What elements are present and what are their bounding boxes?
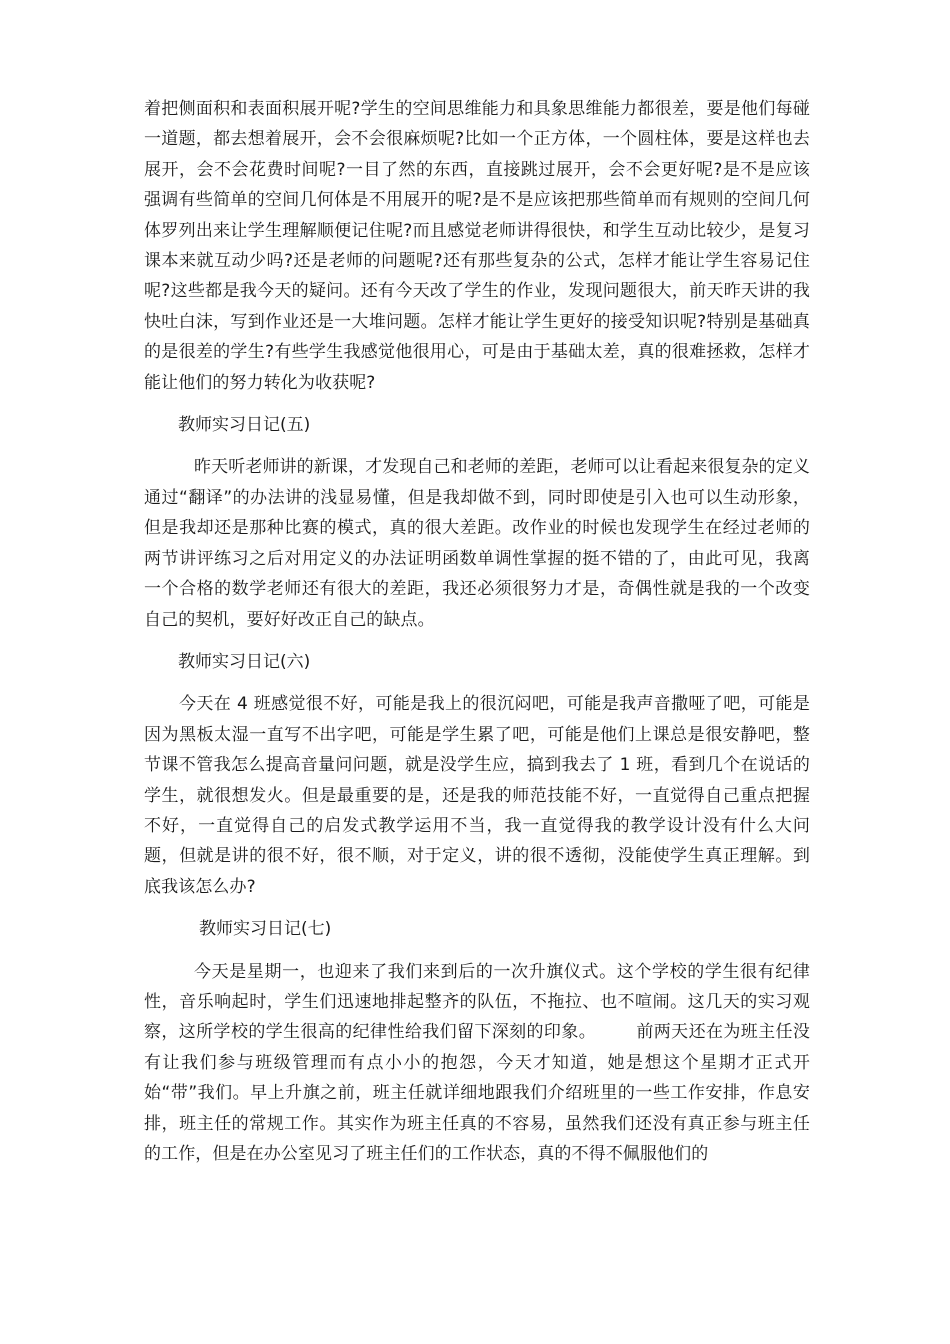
section-6-paragraph: 今天在 4 班感觉很不好，可能是我上的很沉闷吧，可能是我声音撒哑了吧，可能是因为黑板太湿一直写不出字吧，可能是学生累了吧，可能是他们上课总是很安静吧，整节课不管我怎么提高音量问问题，就是没学生应，搞到我去了 1 班，看到几个在说话的学生，就很想发火。但是最重要的是，还是我的师范技能不好，一直觉得自己重点把握不好，一直觉得自己的启发式教学运用不当，我一直觉得我的教学设计没有什么大问题，但就是讲的很不好，很不顺，对于定义，讲的很不透彻，没能使学生真正理解。到底我该怎么办? <box>144 694 810 897</box>
document-page <box>144 94 810 1169</box>
section-7-paragraph-part1: 今天是星期一，也迎来了我们来到后的一次升旗仪式。这个学校的学生很有纪律性，音乐响起时，学生们迅速地排起整齐的队伍，不拖拉、也不喧闹。这几天的实习观察，这所学校的学生很高的纪律性给我们留下深刻的印象。 <box>144 961 810 1043</box>
section-7-paragraph <box>144 957 810 1170</box>
section-5-paragraph: 昨天听老师讲的新课，才发现自己和老师的差距，老师可以让看起来很复杂的定义通过“翻译”的办法讲的浅显易懂，但是我却做不到，同时即使是引入也可以生动形象，但是我却还是那种比赛的模式，真的很大差距。改作业的时候也发现学生在经过老师的两节讲评练习之后对用定义的办法证明函数单调性掌握的挺不错的了，由此可见，我离一个合格的数学老师还有很大的差距，我还必须很努力才是，奇偶性就是我的一个改变自己的契机，要好好改正自己的缺点。 <box>144 457 810 630</box>
intro-paragraph: 着把侧面积和表面积展开呢?学生的空间思维能力和具象思维能力都很差，要是他们每碰一道题，都去想着展开，会不会很麻烦呢?比如一个正方体，一个圆柱体，要是这样也去展开，会不会花费时间呢?一目了然的东西，直接跳过展开，会不会更好呢?是不是应该强调有些简单的空间几何体是不用展开的呢?是不是应该把那些简单而有规则的空间几何体罗列出来让学生理解顺便记住呢?而且感觉老师讲得很快，和学生互动比较少，是复习课本来就互动少吗?还是老师的问题呢?还有那些复杂的公式，怎样才能让学生容易记住呢?这些都是我今天的疑问。还有今天改了学生的作业，发现问题很大，前天昨天讲的我快吐白沫，写到作业还是一大堆问题。怎样才能让学生更好的接受知识呢?特别是基础真的是很差的学生?有些学生我感觉他很用心，可是由于基础太差，真的很难拯救，怎样才能让他们的努力转化为收获呢? <box>144 99 810 393</box>
section-heading-7: 教师实习日记(七) <box>199 919 332 940</box>
section-heading-5: 教师实习日记(五) <box>178 415 311 436</box>
section-7-paragraph-part2: 前两天还在为班主任没有让我们参与班级管理而有点小小的抱怨，今天才知道，她是想这个星期才正式开始“带”我们。早上升旗之前，班主任就详细地跟我们介绍班里的一些工作安排，作息安排，班主任的常规工作。其实作为班主任真的不容易，虽然我们还没有真正参与班主任的工作，但是在办公室见习了班主任们的工作状态，真的不得不佩服他们的 <box>144 1022 810 1164</box>
section-heading-6: 教师实习日记(六) <box>178 651 311 672</box>
